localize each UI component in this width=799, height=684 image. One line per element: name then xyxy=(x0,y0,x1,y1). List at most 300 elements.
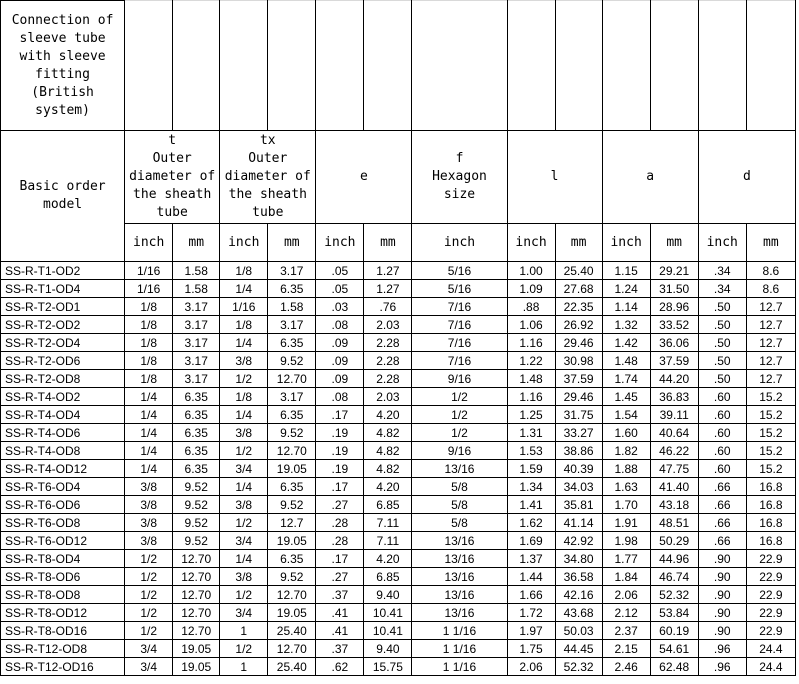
model-cell: SS-R-T8-OD16 xyxy=(1,622,125,640)
value-cell: 12.70 xyxy=(268,586,316,604)
header-l xyxy=(507,131,602,224)
model-cell: SS-R-T2-OD2 xyxy=(1,316,125,334)
value-cell: 5/8 xyxy=(412,496,507,514)
value-cell: 33.27 xyxy=(555,424,602,442)
value-cell: .08 xyxy=(316,316,364,334)
value-cell: 27.68 xyxy=(555,280,602,298)
value-cell: 25.40 xyxy=(268,658,316,676)
value-cell: 1/8 xyxy=(125,298,173,316)
value-cell: 26.92 xyxy=(555,316,602,334)
table-row xyxy=(1,262,796,280)
blank-cell xyxy=(698,1,746,131)
value-cell: 1.74 xyxy=(602,370,650,388)
value-cell: 1.16 xyxy=(507,334,555,352)
value-cell: 52.32 xyxy=(650,586,698,604)
value-cell: .60 xyxy=(698,388,746,406)
value-cell: 29.46 xyxy=(555,388,602,406)
value-cell: 2.15 xyxy=(602,640,650,658)
value-cell: 22.9 xyxy=(746,604,795,622)
value-cell: 4.82 xyxy=(364,442,412,460)
value-cell: 4.82 xyxy=(364,460,412,478)
value-cell: 3/8 xyxy=(220,352,268,370)
value-cell: 1/4 xyxy=(125,460,173,478)
value-cell: 2.28 xyxy=(364,334,412,352)
value-cell: 1 1/16 xyxy=(412,622,507,640)
value-cell: .05 xyxy=(316,280,364,298)
header-line: t xyxy=(168,133,177,148)
header-a xyxy=(602,131,698,224)
value-cell: 2.28 xyxy=(364,352,412,370)
value-cell: 1.66 xyxy=(507,586,555,604)
value-cell: 1/4 xyxy=(125,406,173,424)
value-cell: 4.20 xyxy=(364,550,412,568)
value-cell: 48.51 xyxy=(650,514,698,532)
value-cell: 9.52 xyxy=(173,478,220,496)
blank-cell xyxy=(316,1,364,131)
blank-cell xyxy=(602,1,650,131)
unit-header: mm xyxy=(173,224,220,262)
value-cell: 13/16 xyxy=(412,550,507,568)
value-cell: 44.20 xyxy=(650,370,698,388)
value-cell: 8.6 xyxy=(746,262,795,280)
title-line: Connection of xyxy=(11,12,114,28)
blank-cell xyxy=(412,1,507,131)
value-cell: .96 xyxy=(698,658,746,676)
value-cell: 1.25 xyxy=(507,406,555,424)
value-cell: 1.27 xyxy=(364,280,412,298)
model-cell: SS-R-T4-OD4 xyxy=(1,406,125,424)
title-line: fitting xyxy=(35,66,90,82)
value-cell: 1/4 xyxy=(125,424,173,442)
header-line: diameter of xyxy=(224,169,311,184)
value-cell: .34 xyxy=(698,262,746,280)
value-cell: 37.59 xyxy=(555,370,602,388)
value-cell: 1/2 xyxy=(412,424,507,442)
value-cell: 1/2 xyxy=(412,406,507,424)
value-cell: .17 xyxy=(316,550,364,568)
value-cell: 35.81 xyxy=(555,496,602,514)
value-cell: .90 xyxy=(698,568,746,586)
value-cell: 3/8 xyxy=(125,514,173,532)
table-row xyxy=(1,442,796,460)
value-cell: 25.40 xyxy=(555,262,602,280)
value-cell: 16.8 xyxy=(746,478,795,496)
value-cell: 42.16 xyxy=(555,586,602,604)
value-cell: .90 xyxy=(698,622,746,640)
value-cell: 1.75 xyxy=(507,640,555,658)
value-cell: .19 xyxy=(316,442,364,460)
value-cell: 6.85 xyxy=(364,496,412,514)
value-cell: .19 xyxy=(316,460,364,478)
blank-cell xyxy=(555,1,602,131)
value-cell: 12.7 xyxy=(746,370,795,388)
value-cell: 16.8 xyxy=(746,532,795,550)
table-row xyxy=(1,388,796,406)
value-cell: .88 xyxy=(507,298,555,316)
value-cell: 22.35 xyxy=(555,298,602,316)
value-cell: 1/2 xyxy=(125,586,173,604)
value-cell: 1/8 xyxy=(125,370,173,388)
value-cell: 1/2 xyxy=(220,514,268,532)
value-cell: 53.84 xyxy=(650,604,698,622)
value-cell: 1.77 xyxy=(602,550,650,568)
value-cell: 1/2 xyxy=(220,442,268,460)
value-cell: .50 xyxy=(698,316,746,334)
model-cell: SS-R-T6-OD8 xyxy=(1,514,125,532)
unit-header: inch xyxy=(698,224,746,262)
value-cell: 1/8 xyxy=(220,316,268,334)
blank-cell xyxy=(507,1,555,131)
value-cell: 12.7 xyxy=(746,298,795,316)
value-cell: 2.06 xyxy=(507,658,555,676)
value-cell: 1/2 xyxy=(125,568,173,586)
value-cell: 2.37 xyxy=(602,622,650,640)
value-cell: .17 xyxy=(316,478,364,496)
value-cell: 1.60 xyxy=(602,424,650,442)
value-cell: .50 xyxy=(698,334,746,352)
value-cell: 7/16 xyxy=(412,316,507,334)
value-cell: 3/4 xyxy=(220,460,268,478)
value-cell: 1/4 xyxy=(220,334,268,352)
value-cell: 5/8 xyxy=(412,478,507,496)
value-cell: .17 xyxy=(316,406,364,424)
value-cell: 15.2 xyxy=(746,460,795,478)
value-cell: 54.61 xyxy=(650,640,698,658)
table-row xyxy=(1,334,796,352)
header-line: Hexagon xyxy=(432,169,487,184)
blank-cell xyxy=(746,1,795,131)
model-cell: SS-R-T8-OD6 xyxy=(1,568,125,586)
value-cell: 9.52 xyxy=(173,532,220,550)
value-cell: 62.48 xyxy=(650,658,698,676)
value-cell: .90 xyxy=(698,586,746,604)
value-cell: 6.85 xyxy=(364,568,412,586)
value-cell: .90 xyxy=(698,604,746,622)
value-cell: 1.91 xyxy=(602,514,650,532)
value-cell: 1/16 xyxy=(125,280,173,298)
value-cell: .60 xyxy=(698,424,746,442)
value-cell: 1/4 xyxy=(125,442,173,460)
blank-cell xyxy=(125,1,173,131)
header-line: d xyxy=(742,169,751,184)
header-line: a xyxy=(646,169,655,184)
header-e xyxy=(316,131,412,224)
value-cell: 29.46 xyxy=(555,334,602,352)
value-cell: 1.16 xyxy=(507,388,555,406)
value-cell: 3.17 xyxy=(173,316,220,334)
table-row xyxy=(1,640,796,658)
value-cell: 1.88 xyxy=(602,460,650,478)
value-cell: 43.18 xyxy=(650,496,698,514)
value-cell: 5/8 xyxy=(412,514,507,532)
model-cell: SS-R-T2-OD1 xyxy=(1,298,125,316)
value-cell: 1 xyxy=(220,622,268,640)
model-cell: SS-R-T2-OD4 xyxy=(1,334,125,352)
value-cell: 3/8 xyxy=(125,532,173,550)
value-cell: .76 xyxy=(364,298,412,316)
value-cell: 33.52 xyxy=(650,316,698,334)
value-cell: .66 xyxy=(698,496,746,514)
value-cell: 3/4 xyxy=(125,640,173,658)
value-cell: 1.53 xyxy=(507,442,555,460)
value-cell: .50 xyxy=(698,298,746,316)
value-cell: 2.03 xyxy=(364,388,412,406)
value-cell: 1 xyxy=(220,658,268,676)
unit-header: inch xyxy=(602,224,650,262)
value-cell: 1/8 xyxy=(125,316,173,334)
model-cell: SS-R-T2-OD6 xyxy=(1,352,125,370)
table-row xyxy=(1,406,796,424)
value-cell: 6.35 xyxy=(268,478,316,496)
value-cell: 1.09 xyxy=(507,280,555,298)
value-cell: 1.58 xyxy=(268,298,316,316)
value-cell: 16.8 xyxy=(746,514,795,532)
value-cell: 3/8 xyxy=(125,496,173,514)
value-cell: 15.2 xyxy=(746,442,795,460)
value-cell: 1.27 xyxy=(364,262,412,280)
unit-header: mm xyxy=(746,224,795,262)
value-cell: 1/8 xyxy=(125,334,173,352)
model-cell: SS-R-T2-OD8 xyxy=(1,370,125,388)
value-cell: 1.63 xyxy=(602,478,650,496)
value-cell: 1 1/16 xyxy=(412,658,507,676)
value-cell: 2.03 xyxy=(364,316,412,334)
value-cell: .34 xyxy=(698,280,746,298)
model-cell: SS-R-T4-OD12 xyxy=(1,460,125,478)
value-cell: 1.82 xyxy=(602,442,650,460)
value-cell: 4.82 xyxy=(364,424,412,442)
value-cell: 24.4 xyxy=(746,640,795,658)
value-cell: 12.70 xyxy=(268,442,316,460)
value-cell: 5/16 xyxy=(412,280,507,298)
value-cell: 30.98 xyxy=(555,352,602,370)
value-cell: 13/16 xyxy=(412,460,507,478)
value-cell: .90 xyxy=(698,550,746,568)
value-cell: 9/16 xyxy=(412,370,507,388)
unit-header: inch xyxy=(316,224,364,262)
value-cell: 34.80 xyxy=(555,550,602,568)
value-cell: 12.7 xyxy=(746,334,795,352)
table-row xyxy=(1,316,796,334)
table-row xyxy=(1,658,796,676)
value-cell: 3/4 xyxy=(220,604,268,622)
unit-header: inch xyxy=(125,224,173,262)
value-cell: 9.40 xyxy=(364,640,412,658)
model-cell: SS-R-T1-OD4 xyxy=(1,280,125,298)
value-cell: 6.35 xyxy=(268,550,316,568)
value-cell: .28 xyxy=(316,532,364,550)
value-cell: 1.37 xyxy=(507,550,555,568)
value-cell: 3/4 xyxy=(125,658,173,676)
value-cell: 15.75 xyxy=(364,658,412,676)
value-cell: 19.05 xyxy=(268,532,316,550)
header-line: the sheath xyxy=(228,187,307,202)
value-cell: 1.42 xyxy=(602,334,650,352)
table-row xyxy=(1,568,796,586)
unit-header: mm xyxy=(268,224,316,262)
value-cell: 12.70 xyxy=(173,586,220,604)
value-cell: 24.4 xyxy=(746,658,795,676)
model-cell: SS-R-T12-OD8 xyxy=(1,640,125,658)
model-cell: SS-R-T1-OD2 xyxy=(1,262,125,280)
blank-cell xyxy=(220,1,268,131)
value-cell: .66 xyxy=(698,532,746,550)
value-cell: .41 xyxy=(316,604,364,622)
value-cell: 3.17 xyxy=(173,370,220,388)
value-cell: 3/8 xyxy=(125,478,173,496)
value-cell: 1.31 xyxy=(507,424,555,442)
header-tx xyxy=(220,131,316,224)
value-cell: 15.2 xyxy=(746,388,795,406)
value-cell: 1 1/16 xyxy=(412,640,507,658)
value-cell: 38.86 xyxy=(555,442,602,460)
value-cell: 3.17 xyxy=(173,334,220,352)
header-line: model xyxy=(43,197,83,212)
value-cell: 36.83 xyxy=(650,388,698,406)
model-cell: SS-R-T8-OD8 xyxy=(1,586,125,604)
header-model xyxy=(1,131,125,262)
value-cell: 13/16 xyxy=(412,532,507,550)
value-cell: 12.7 xyxy=(268,514,316,532)
table-row xyxy=(1,298,796,316)
value-cell: 6.35 xyxy=(268,406,316,424)
title-line: sleeve tube xyxy=(19,30,106,46)
value-cell: 1.59 xyxy=(507,460,555,478)
value-cell: 1.62 xyxy=(507,514,555,532)
value-cell: 13/16 xyxy=(412,586,507,604)
value-cell: 40.64 xyxy=(650,424,698,442)
value-cell: .19 xyxy=(316,424,364,442)
header-line: the sheath xyxy=(133,187,212,202)
value-cell: 42.92 xyxy=(555,532,602,550)
value-cell: 50.03 xyxy=(555,622,602,640)
value-cell: 22.9 xyxy=(746,550,795,568)
header-f xyxy=(412,131,507,224)
value-cell: .27 xyxy=(316,568,364,586)
value-cell: 1.34 xyxy=(507,478,555,496)
value-cell: 29.21 xyxy=(650,262,698,280)
unit-header: inch xyxy=(507,224,555,262)
value-cell: 1.58 xyxy=(173,262,220,280)
value-cell: 19.05 xyxy=(173,658,220,676)
value-cell: .60 xyxy=(698,406,746,424)
value-cell: 1/2 xyxy=(125,550,173,568)
value-cell: 1/16 xyxy=(220,298,268,316)
value-cell: 9.52 xyxy=(173,496,220,514)
value-cell: 1.48 xyxy=(507,370,555,388)
value-cell: 46.74 xyxy=(650,568,698,586)
unit-header: mm xyxy=(555,224,602,262)
value-cell: 6.35 xyxy=(173,460,220,478)
value-cell: .05 xyxy=(316,262,364,280)
title-line: with sleeve xyxy=(19,48,106,64)
value-cell: 2.28 xyxy=(364,370,412,388)
header-line: size xyxy=(443,187,476,202)
value-cell: 60.19 xyxy=(650,622,698,640)
value-cell: 1.44 xyxy=(507,568,555,586)
value-cell: 1/4 xyxy=(220,406,268,424)
value-cell: 7/16 xyxy=(412,352,507,370)
value-cell: 39.11 xyxy=(650,406,698,424)
table-row xyxy=(1,586,796,604)
unit-header: mm xyxy=(650,224,698,262)
model-cell: SS-R-T12-OD16 xyxy=(1,658,125,676)
value-cell: 7.11 xyxy=(364,514,412,532)
value-cell: 37.59 xyxy=(650,352,698,370)
value-cell: 13/16 xyxy=(412,568,507,586)
value-cell: 9.52 xyxy=(173,514,220,532)
unit-header: inch xyxy=(220,224,268,262)
value-cell: 15.2 xyxy=(746,424,795,442)
table-row xyxy=(1,514,796,532)
value-cell: 3.17 xyxy=(173,352,220,370)
model-cell: SS-R-T6-OD6 xyxy=(1,496,125,514)
value-cell: 12.70 xyxy=(268,370,316,388)
value-cell: 43.68 xyxy=(555,604,602,622)
table-row xyxy=(1,478,796,496)
table-row xyxy=(1,550,796,568)
value-cell: 13/16 xyxy=(412,604,507,622)
value-cell: 1/16 xyxy=(125,262,173,280)
header-line: f xyxy=(455,151,464,166)
value-cell: .27 xyxy=(316,496,364,514)
value-cell: 1.54 xyxy=(602,406,650,424)
value-cell: 52.32 xyxy=(555,658,602,676)
value-cell: .09 xyxy=(316,334,364,352)
value-cell: 2.46 xyxy=(602,658,650,676)
value-cell: 1.70 xyxy=(602,496,650,514)
data-rows xyxy=(1,262,796,676)
value-cell: 12.70 xyxy=(173,568,220,586)
unit-header: mm xyxy=(364,224,412,262)
value-cell: 1/2 xyxy=(125,604,173,622)
value-cell: 28.96 xyxy=(650,298,698,316)
value-cell: 6.35 xyxy=(173,406,220,424)
value-cell: 1.06 xyxy=(507,316,555,334)
value-cell: .37 xyxy=(316,586,364,604)
value-cell: 3/8 xyxy=(220,496,268,514)
sheet-title xyxy=(1,1,125,131)
value-cell: 1.32 xyxy=(602,316,650,334)
value-cell: 1.58 xyxy=(173,280,220,298)
model-cell: SS-R-T4-OD8 xyxy=(1,442,125,460)
value-cell: 41.14 xyxy=(555,514,602,532)
blank-cell xyxy=(364,1,412,131)
value-cell: 6.35 xyxy=(173,424,220,442)
value-cell: 1.24 xyxy=(602,280,650,298)
value-cell: 46.22 xyxy=(650,442,698,460)
value-cell: .28 xyxy=(316,514,364,532)
value-cell: 9.52 xyxy=(268,424,316,442)
value-cell: 25.40 xyxy=(268,622,316,640)
value-cell: 12.70 xyxy=(268,640,316,658)
value-cell: 3/8 xyxy=(220,424,268,442)
value-cell: .03 xyxy=(316,298,364,316)
value-cell: 1/2 xyxy=(220,586,268,604)
value-cell: 1/2 xyxy=(125,622,173,640)
value-cell: 9.52 xyxy=(268,352,316,370)
value-cell: .60 xyxy=(698,460,746,478)
table-row xyxy=(1,622,796,640)
value-cell: 3/8 xyxy=(220,568,268,586)
value-cell: 12.7 xyxy=(746,316,795,334)
value-cell: 31.50 xyxy=(650,280,698,298)
header-line: tube xyxy=(156,205,188,220)
unit-header: inch xyxy=(412,224,507,262)
blank-cell xyxy=(268,1,316,131)
value-cell: .66 xyxy=(698,514,746,532)
value-cell: 1.69 xyxy=(507,532,555,550)
